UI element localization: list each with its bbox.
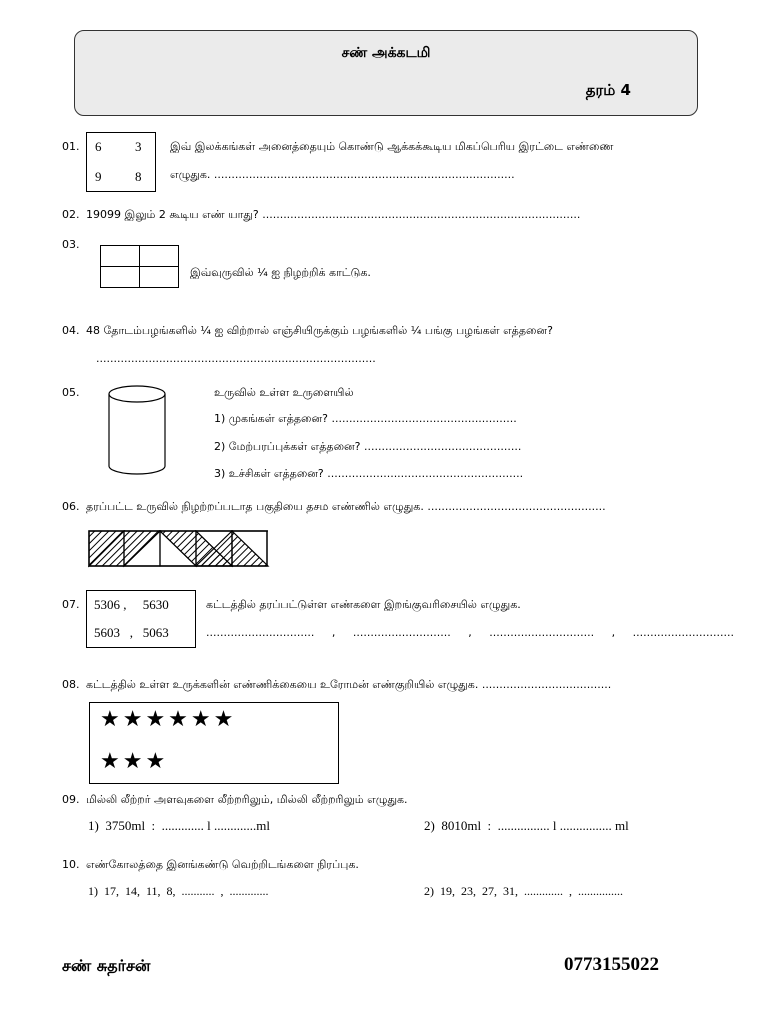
question-number: 09. xyxy=(62,793,80,806)
star-row: ★★★★★★ xyxy=(100,707,237,732)
grade-label: தரம் 4 xyxy=(585,81,631,99)
question-text: இவ் இலக்கங்கள் அனைத்தையும் கொண்டு ஆக்கக்கூடிய மிகப்பெரிய இரட்டை எண்ணை xyxy=(170,140,614,153)
page-title: சண் அக்கடமி xyxy=(341,45,431,61)
star-row: ★★★ xyxy=(100,749,169,774)
sub-question: 2) 8010ml : ................ l ................ ml xyxy=(424,818,629,833)
sub-question: 2) மேற்பரப்புக்கள் எத்தனை? ............................................. xyxy=(214,440,522,453)
question-number: 01. xyxy=(62,140,80,153)
digit: 3 xyxy=(135,139,142,154)
question-text: இவ்வுருவில் ¼ ஐ நிழற்றிக் காட்டுக. xyxy=(190,266,371,279)
question-text: எண்கோலத்தை இனங்கண்டு வெற்றிடங்களை நிரப்புக. xyxy=(86,858,359,871)
question-number: 06. xyxy=(62,500,80,513)
digit: 8 xyxy=(135,169,142,184)
stars-box xyxy=(89,702,339,784)
cylinder-figure xyxy=(106,384,168,478)
question-text: தரப்பட்ட உருவில் நிழற்றப்படாத பகுதியை தசம எண்ணில் எழுதுக. ................................................... xyxy=(86,500,606,513)
number-pair: 5603 , 5063 xyxy=(94,625,169,640)
question-number: 07. xyxy=(62,598,80,611)
shaded-triangles-figure xyxy=(88,530,270,568)
answer-line: எழுதுக. ...................................................................................... xyxy=(170,168,515,181)
question-text: 48 தோடம்பழங்களில் ¼ ஐ விற்றால் எஞ்சியிருக்கும் பழங்களில் ¼ பங்கு பழங்கள் எத்தனை? xyxy=(86,324,553,337)
question-text: கட்டத்தில் தரப்பட்டுள்ள எண்களை இறங்குவரிசையில் எழுதுக. xyxy=(206,598,521,611)
rectangle-figure xyxy=(100,245,180,289)
sub-question: 2) 19, 23, 27, 31, ............. , ............... xyxy=(424,884,623,898)
sub-question: 3) உச்சிகள் எத்தனை? ........................................................ xyxy=(214,467,524,480)
phone-number: 0773155022 xyxy=(564,954,659,975)
question-text: கட்டத்தில் உள்ள உருக்களின் எண்ணிக்கையை உரோமன் எண்குறியில் எழுதுக. ..................................... xyxy=(86,678,612,691)
question-number: 08. xyxy=(62,678,80,691)
question-number: 03. xyxy=(62,238,80,251)
sub-question: 1) 17, 14, 11, 8, ........... , ............. xyxy=(88,884,269,898)
question-number: 10. xyxy=(62,858,80,871)
author-name: சண் சுதர்சன் xyxy=(62,956,151,975)
numbers-box xyxy=(86,590,196,648)
digit: 9 xyxy=(95,169,102,184)
digit: 6 xyxy=(95,139,102,154)
answer-line: ................................................................................ xyxy=(96,352,376,365)
sub-question: 1) முகங்கள் எத்தனை? ..................................................... xyxy=(214,412,517,425)
sub-question: 1) 3750ml : ............. l .............ml xyxy=(88,818,270,833)
question-number: 02. xyxy=(62,208,80,221)
question-text: மில்லி லீற்றர் அளவுகளை லீற்றரிலும், மில்லி லீற்றரிலும் எழுதுக. xyxy=(86,793,408,806)
question-number: 04. xyxy=(62,324,80,337)
digit-box xyxy=(86,132,156,192)
question-text: 19099 இலும் 2 கூடிய எண் யாது? ........................................................................................... xyxy=(86,208,581,221)
header-box xyxy=(74,30,698,116)
question-number: 05. xyxy=(62,386,80,399)
number-pair: 5306 , 5630 xyxy=(94,597,169,612)
answer-line: ............................... , ............................ , .............................. , ............................. xyxy=(206,626,734,639)
question-intro: உருவில் உள்ள உருளையில் xyxy=(214,386,354,399)
